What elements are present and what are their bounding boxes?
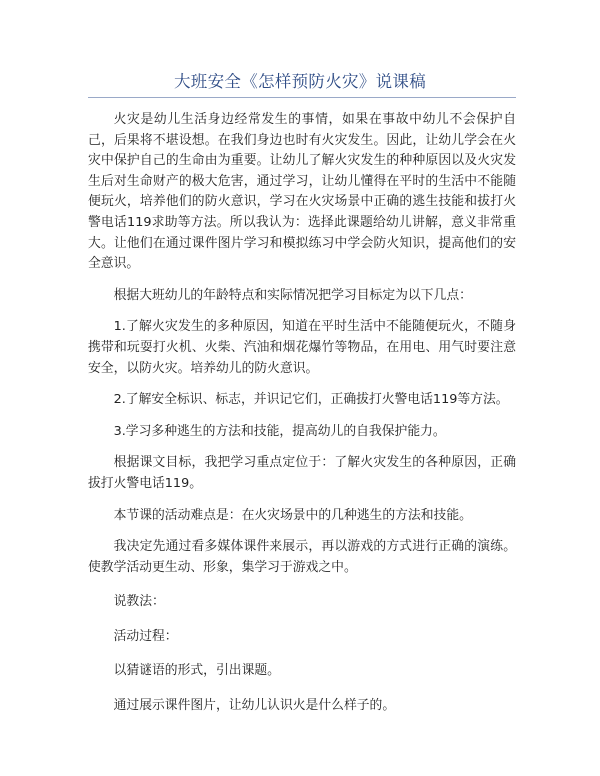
paragraph-goals-heading: 根据大班幼儿的年龄特点和实际情况把学习目标定为以下几点：: [113, 287, 472, 303]
document-body: [88, 110, 516, 728]
paragraph-goal-1: 1.了解火灾发生的多种原因，知道在平时生活中不能随便玩火，不随身携带和玩耍打火机、火柴、汽油和烟花爆竹等物品，在用电、用气时要注意安全，以防火灾。培养幼儿的防火意识。: [88, 319, 516, 376]
document-title: 大班安全《怎样预防火灾》说课稿: [174, 72, 426, 91]
paragraph-goal-3: 3.学习多种逃生的方法和技能，提高幼儿的自我保护能力。: [113, 423, 446, 439]
paragraph-teaching-method: 说教法：: [113, 594, 165, 610]
title-divider: [88, 97, 516, 98]
paragraph-goal-2: 2.了解安全标识、标志，并识记它们，正确拔打火警电话119等方法。: [113, 392, 509, 408]
paragraph-difficulty: 本节课的活动难点是：在火灾场景中的几种逃生的方法和技能。: [113, 507, 472, 523]
paragraph-key-point: 根据课文目标，我把学习重点定位于：了解火灾发生的各种原因，正确拔打火警电话119。: [88, 455, 516, 491]
paragraph-riddle: 以猜谜语的形式，引出课题。: [113, 663, 280, 679]
paragraph-intro: 火灾是幼儿生活身边经常发生的事情，如果在事故中幼儿不会保护自己，后果将不堪设想。在我们身边也时有火灾发生。因此，让幼儿学会在火灾中保护自己的生命由为重要。让幼儿了解火灾发生的种种原因以及火灾发生后对生命财产的极大危害，通过学习，让幼儿懂得在平时的生活中不能随便玩火，培养他们的防火意识，学习在火灾场景中正确的逃生技能和拔打火警电话119求助等方法。所以我认为：选择此课题给幼儿讲解，意义非常重大。让他们在通过课件图片学习和模拟练习中学会防火知识，提高他们的安全意识。: [88, 112, 516, 272]
paragraph-process: 活动过程：: [113, 628, 178, 644]
paragraph-courseware: 通过展示课件图片，让幼儿认识火是什么样子的。: [113, 698, 396, 714]
paragraph-method: 我决定先通过看多媒体课件来展示，再以游戏的方式进行正确的演练。使教学活动更生动、形象，集学习于游戏之中。: [88, 539, 516, 575]
